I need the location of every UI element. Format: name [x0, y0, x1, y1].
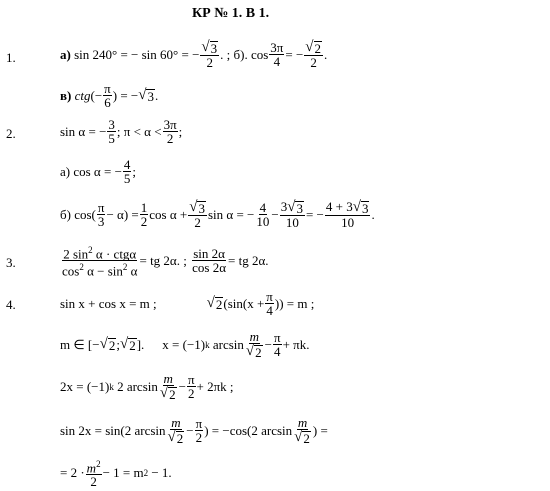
expr: . ; б). cos	[220, 46, 269, 62]
expr: ;	[178, 123, 183, 139]
expr: = 2 ·	[60, 465, 85, 481]
fraction: $\frac{3}{5}$	[108, 117, 115, 146]
problem-4b-line: m ∈ [− √ 2 ; √ 2 ]. x = (−1) k arcsin m √ 2 − $\frac{\pi}{4}$ + πk.	[60, 329, 310, 360]
fraction: 4 + 3 √ 3 10	[325, 199, 369, 230]
fraction: $\frac{\pi}{2}$	[187, 372, 195, 401]
expr: 2x = (−1)	[60, 378, 110, 394]
fraction: $\frac{1}{2}$	[140, 200, 148, 229]
expr: ;	[116, 336, 120, 352]
fraction: $\frac{2 \sin^2 \alpha \cdot ctg\alpha}{\cos^2 \alpha - \sin^2 \alpha}$	[62, 245, 138, 279]
expr: .	[324, 46, 328, 62]
fraction: $\frac{3\pi}{4}$	[270, 40, 284, 69]
fraction: √ 3 2	[189, 199, 205, 230]
problem-1a-line	[60, 40, 327, 69]
expr: а) cos α = −	[60, 163, 122, 179]
expr: .	[154, 87, 159, 103]
problem-number-1: 1.	[6, 50, 16, 65]
problem-number-2: 2.	[6, 126, 16, 141]
fraction: m √ 2	[245, 329, 262, 360]
label-a: а)	[60, 46, 71, 62]
expr: = tg 2α. ;	[139, 252, 187, 268]
expr: + πk.	[282, 336, 310, 352]
expr: −	[271, 206, 279, 222]
fraction: $\frac{\pi}{6}$	[104, 81, 111, 110]
expr: − 1 = m	[102, 465, 144, 481]
expr: 2 arcsin	[117, 378, 158, 394]
expr: sin α = −	[207, 206, 255, 222]
expr: sin x + cos x = m ;	[60, 295, 157, 311]
fraction: m √ 2	[294, 415, 310, 446]
fraction: m √ 2	[167, 415, 184, 446]
fraction: $\frac{\pi}{3}$	[97, 200, 105, 229]
expr: = tg 2α.	[228, 252, 269, 268]
problem-4a-line	[60, 290, 314, 317]
expr: −	[186, 422, 194, 438]
expr: ].	[136, 336, 145, 352]
expr: ;	[132, 163, 137, 179]
expr: + 2πk ;	[196, 378, 234, 394]
fraction: $\frac{4}{5}$	[123, 157, 131, 186]
expr: sin 240° = − sin 60° = −	[74, 46, 200, 62]
expr: (−	[90, 87, 103, 103]
sqrt: √ 3	[201, 39, 218, 56]
expr: − 1.	[151, 465, 172, 481]
problem-2a-line	[60, 158, 136, 185]
fraction: 3 √ 3 10	[280, 199, 303, 230]
problem-2b-line	[60, 200, 375, 229]
fraction: $\frac{\sin 2\alpha}{\cos 2\alpha}$	[192, 246, 226, 276]
fraction: $\frac{m^2}{2}$	[86, 459, 101, 490]
expr: −	[178, 378, 186, 394]
problem-1b-line	[60, 82, 158, 109]
expr: m ∈ [−	[60, 336, 100, 352]
problem-4d-line	[60, 416, 328, 445]
problem-number-3: 3.	[6, 255, 16, 270]
problem-number-4: 4.	[6, 297, 16, 312]
expr: ; π < α <	[116, 123, 162, 139]
expr: )) = m ;	[274, 295, 315, 311]
page-title: КР № 1. В 1.	[192, 6, 270, 21]
fraction: $\frac{\pi}{4}$	[266, 289, 273, 318]
expr: cos α +	[149, 206, 188, 222]
expr: .	[371, 206, 375, 222]
fraction: √ 3 2	[201, 39, 218, 70]
expr: б) cos(	[60, 206, 96, 222]
expr: sin 2x = sin(2 arcsin	[60, 422, 166, 438]
fraction: $\frac{\pi}{4}$	[274, 330, 281, 359]
expr: ) = −cos(2 arcsin	[204, 422, 293, 438]
expr: arcsin	[212, 336, 244, 352]
expr: x = (−1)	[162, 336, 206, 352]
expr: − α) =	[106, 206, 139, 222]
sqrt: √ 2	[206, 294, 223, 312]
expr: −	[264, 336, 272, 352]
fraction: $\frac{\pi}{2}$	[195, 416, 203, 445]
problem-4c-line: 2x = (−1) k 2 arcsin m √ 2 − $\frac{\pi}{2}$ + 2πk ;	[60, 371, 234, 402]
expr: ) =	[312, 422, 328, 438]
expr: = −	[305, 206, 324, 222]
problem-4e-line: = 2 · $\frac{m^2}{2}$ − 1 = m 2 − 1.	[60, 459, 172, 490]
expr: sin α = −	[60, 123, 107, 139]
problem-2-line	[60, 118, 182, 145]
expr: (sin(x +	[223, 295, 265, 311]
expr: = −	[285, 46, 304, 62]
fraction: √ 2 2	[305, 39, 322, 70]
expr: ctg	[74, 87, 91, 103]
label-b: в)	[60, 87, 72, 103]
fraction: m √ 2	[159, 371, 176, 402]
sqrt: √ 3	[138, 86, 154, 104]
fraction: $\frac{3\pi}{2}$	[163, 117, 177, 146]
fraction: $\frac{4}{10}$	[256, 200, 270, 229]
expr: ) = −	[112, 87, 139, 103]
problem-3-line	[60, 244, 269, 278]
